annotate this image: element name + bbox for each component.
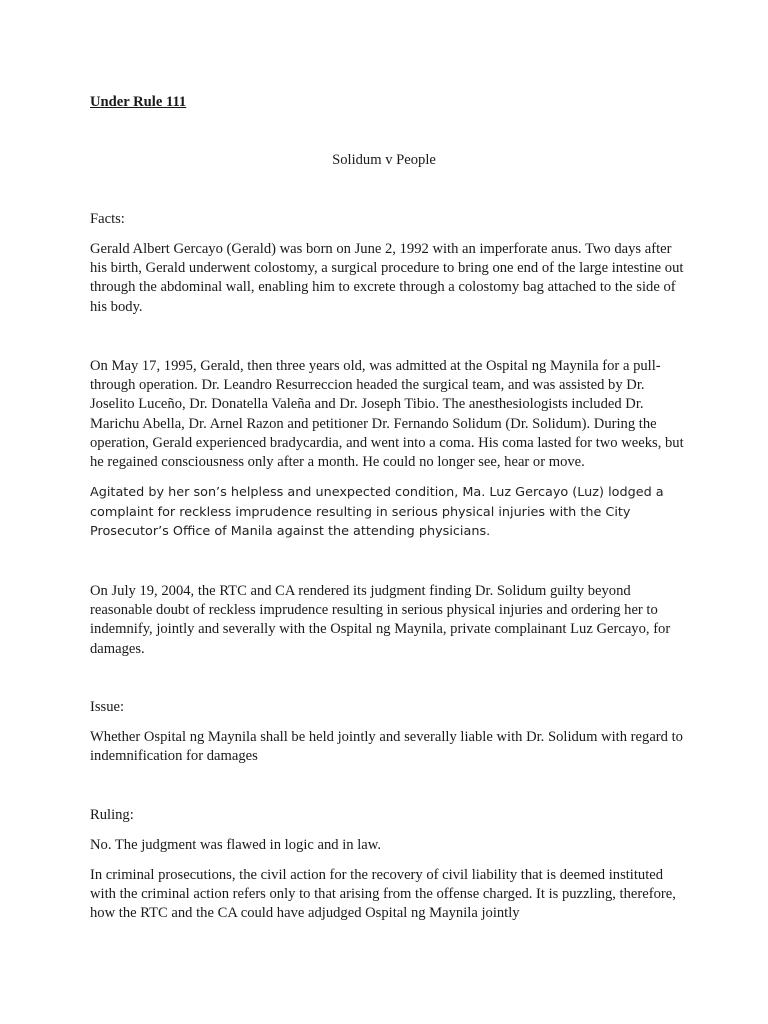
facts-paragraph-1: Gerald Albert Gercayo (Gerald) was born on June 2, 1992 with an imperforate anus. Two days after his birth, Gerald underwent colostomy, a surgical procedure to bring one end of the large intestine out through the abdominal wall, enabling him to excrete through a colostomy bag attached to the side of his body. xyxy=(90,241,684,315)
ruling-paragraph-1: No. The judgment was flawed in logic and in law. xyxy=(90,837,381,853)
issue-text: Whether Ospital ng Maynila shall be held jointly and severally liable with Dr. Solidum with regard to indemnification for damages xyxy=(90,729,683,765)
rule-heading: Under Rule 111 xyxy=(90,94,187,110)
facts-label: Facts: xyxy=(90,211,125,227)
issue-label: Issue: xyxy=(90,699,125,715)
facts-paragraph-2: On May 17, 1995, Gerald, then three years old, was admitted at the Ospital ng Maynila for a pull-through operation. Dr. Leandro Resurreccion headed the surgical team, and was assisted by Dr. Joselito Luceño, Dr. Donatella Valeña and Dr. Joseph Tibio. The anesthesiologists included Dr. Marichu Abella, Dr. Arnel Razon and petitioner Dr. Fernando Solidum (Dr. Solidum). During the operation, Gerald experienced bradycardia, and went into a coma. His coma lasted for two weeks, but he regained consciousness only after a month. He could no longer see, hear or move. xyxy=(90,358,684,471)
facts-paragraph-4: On July 19, 2004, the RTC and CA rendered its judgment finding Dr. Solidum guilty beyond reasonable doubt of reckless imprudence resulting in serious physical injuries and ordering her to indemnify, jointly and severally with the Ospital ng Maynila, private complainant Luz Gercayo, for damages. xyxy=(90,583,671,657)
case-title: Solidum v People xyxy=(332,152,436,168)
ruling-label: Ruling: xyxy=(90,807,134,823)
facts-paragraph-3: Agitated by her son’s helpless and unexpected condition, Ma. Luz Gercayo (Luz) lodged a complaint for reckless imprudence resulting in serious physical injuries with the City Prosecutor’s Office of Manila against the attending physicians. xyxy=(90,485,664,540)
ruling-paragraph-2: In criminal prosecutions, the civil action for the recovery of civil liability that is deemed instituted with the criminal action refers only to that arising from the offense charged. It is puzzling, therefore, how the RTC and the CA could have adjudged Ospital ng Maynila jointly xyxy=(90,867,676,922)
